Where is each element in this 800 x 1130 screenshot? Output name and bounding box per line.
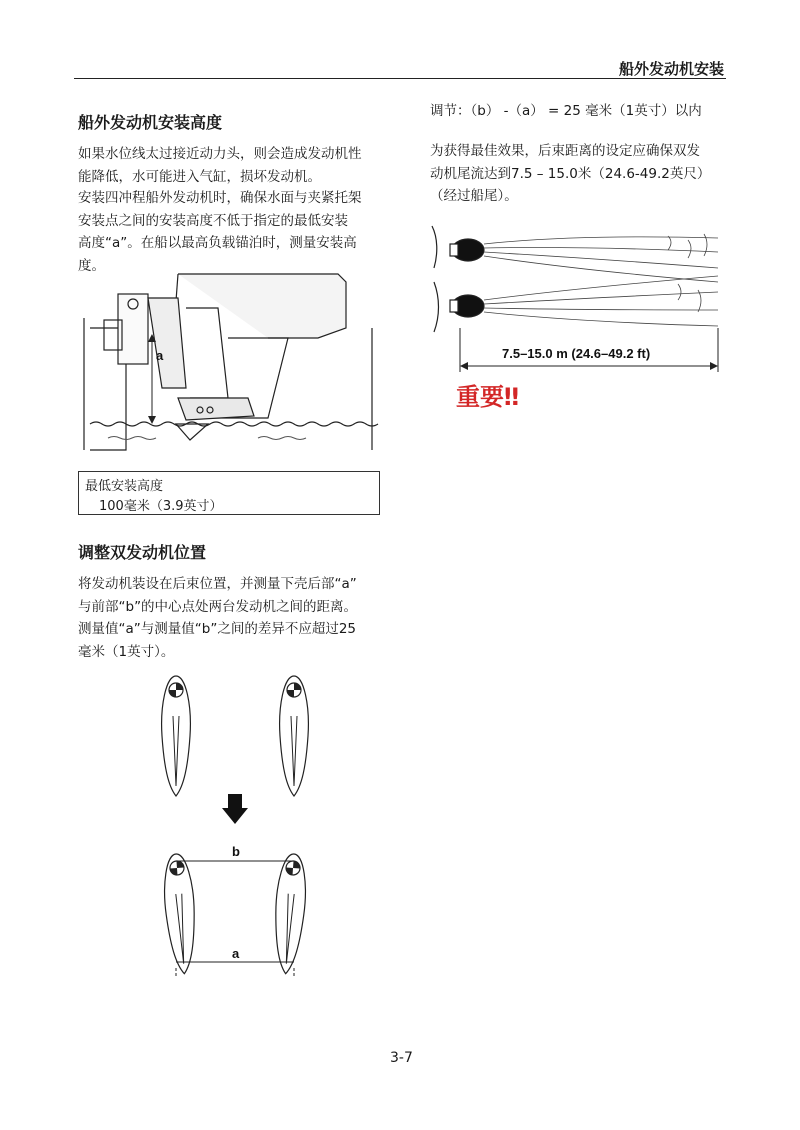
dimension-label-b: b xyxy=(232,844,240,859)
mounting-height-figure xyxy=(78,268,382,454)
important-label: 重要‼ xyxy=(456,383,520,411)
section-heading-twin-engine: 调整双发动机位置 xyxy=(78,543,207,562)
install-height-paragraph-1: 如果水位线太过接近动力头，则会造成发动机性 能降低，水可能进入气缸，损坏发动机。 xyxy=(78,146,362,185)
header-title: 船外发动机安装 xyxy=(618,60,724,78)
spec-label: 最低安装高度 xyxy=(85,479,164,494)
twin-engine-paragraph: 将发动机装设在后束位置，并测量下壳后部“a” 与前部“b”的中心点处两台发动机之间的距离。 测量值“a”与测量值“b”之间的差异不应超过25 毫米（1英寸）。 xyxy=(78,576,358,660)
spec-value: 100毫米（3.9英寸） xyxy=(99,499,223,514)
twin-engine-toe-in-figure xyxy=(148,668,334,988)
wake-distance-label: 7.5–15.0 m (24.6–49.2 ft) xyxy=(502,346,651,361)
dimension-label-a: a xyxy=(232,946,240,961)
wake-figure xyxy=(428,218,726,372)
page-number: 3-7 xyxy=(390,1050,413,1066)
section-heading-install-height: 船外发动机安装高度 xyxy=(78,113,223,132)
install-height-paragraph-2: 安装四冲程船外发动机时，确保水面与夹紧托架 安装点之间的安装高度不低于指定的最低安装 高度“a”。在船以最高负载锚泊时，测量安装高 度。 xyxy=(78,190,362,274)
wake-paragraph: 为获得最佳效果，后束距离的设定应确保双发 动机尾流达到7.5 – 15.0米（24.6-49.2英尺） （经过船尾）。 xyxy=(430,143,711,204)
adjust-formula: 调节：（b） -（a） = 25 毫米（1英寸）以内 xyxy=(430,103,702,119)
min-height-spec-box xyxy=(78,471,380,515)
header-rule xyxy=(74,78,726,79)
dimension-label-a: a xyxy=(156,348,164,363)
